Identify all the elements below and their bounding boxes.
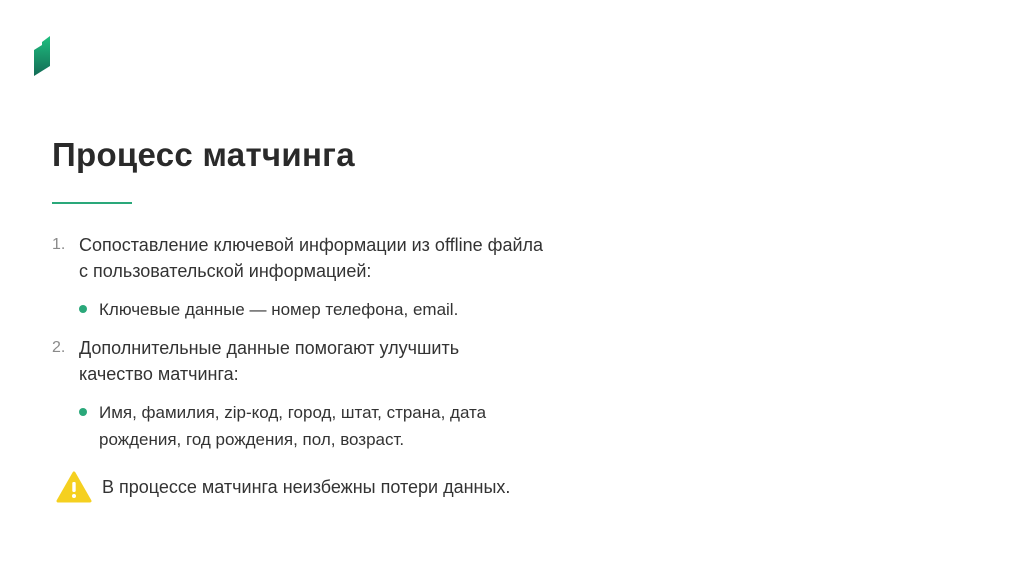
list-item-text-line: качество матчинга:	[79, 364, 239, 384]
list-item-text-line: Дополнительные данные помогают улучшить	[79, 338, 460, 358]
brand-logo-icon	[34, 36, 52, 78]
bullet-item	[79, 399, 692, 453]
list-item	[52, 232, 692, 284]
bullet-item	[79, 296, 692, 323]
list-item-text-line: Сопоставление ключевой информации из offline файла	[79, 235, 544, 255]
warning-text: В процессе матчинга неизбежны потери данных.	[102, 476, 511, 497]
title-underline	[52, 202, 132, 204]
list-item-number: 2.	[52, 339, 66, 356]
bullet-text: Ключевые данные — номер телефона, email.	[99, 300, 459, 319]
bullet-text-line: рождения, год рождения, пол, возраст.	[99, 430, 405, 449]
bullet-dot-icon	[79, 408, 87, 416]
warning-note	[56, 470, 510, 504]
bullet-dot-icon	[79, 305, 87, 313]
list-item-text-line: с пользовательской информацией:	[79, 261, 372, 281]
list-item-number: 1.	[52, 236, 66, 253]
page-title: Процесс матчинга	[52, 136, 355, 173]
numbered-list	[52, 232, 692, 453]
warning-icon	[56, 471, 92, 503]
list-item	[52, 335, 692, 387]
bullet-text-line: Имя, фамилия, zip-код, город, штат, страна, дата	[99, 403, 487, 422]
